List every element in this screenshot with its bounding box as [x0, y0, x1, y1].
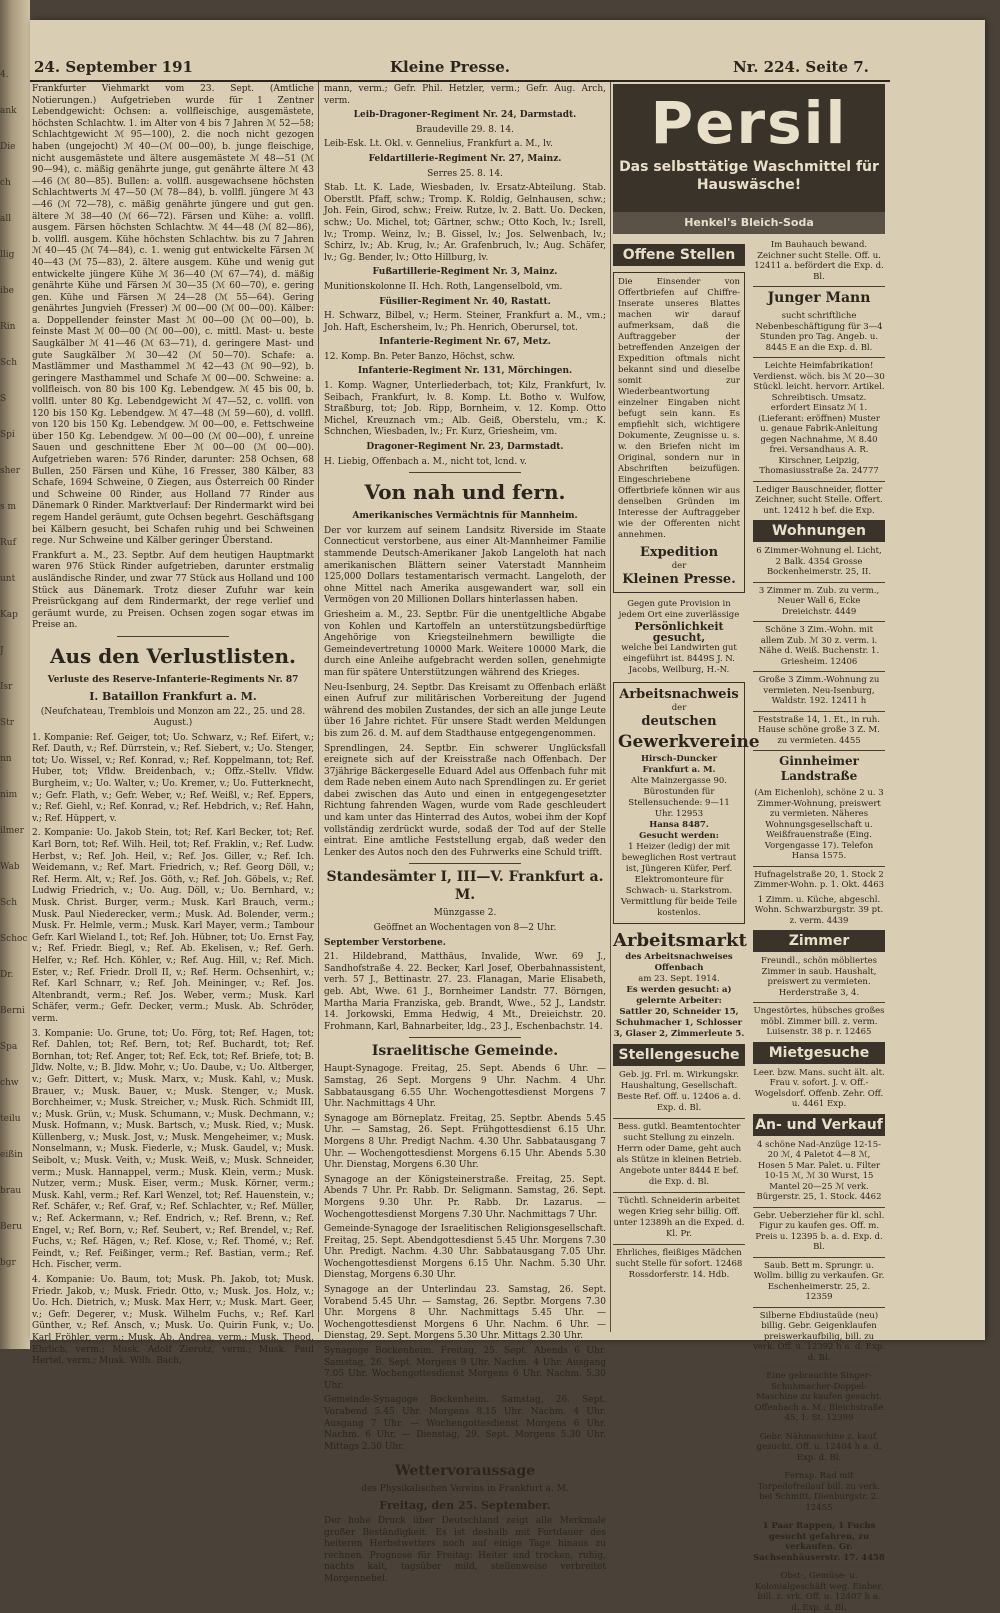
community-heading: Israelitische Gemeinde.: [371, 1043, 559, 1060]
classified-entry: 3 Zimmer m. Zub. zu verm., Neuer Wall 6, Ecke Dreieichstr. 4449: [758, 585, 880, 617]
synagogue-times: Gemeinde-Synagoge der Israelitischen Religionsgesellschaft. Freitag, 25. Sept. Abendgottesdienst 5.45 Uhr. Morgens 7.30 Uhr. Predigt. Nachm. 4.30 Uhr. Sabbatausgang 7.05 Uhr. Wochengottesdienst Morgens 6.15 Uhr. Nachm. 5.30 Uhr. Dienstag, Morgens 6.30 Uhr.: [324, 1224, 606, 1281]
spine-text-line: teilu: [0, 1114, 21, 1124]
classified-entry: Bess. gutkl. Beamtentochter sucht Stellung zu einzeln. Herrn oder Dame, geht auch als Stütze in kleinen Betrieb. Angebote unter 8444 E bef. die Exp. d. Bl.: [616, 1122, 742, 1187]
spine-text-line: Rin: [0, 322, 16, 332]
article-neu-isenburg: Neu-Isenburg, 24. Septbr. Das Kreisamt zu Offenbach erläßt einen Aufruf zur militärischen Vorbereitung der Jugend während des mobilen Zustandes, der sich an alle junge Leute über 16 Jahre richtet. Für unsere Stadt werden Meldungen bis zum 26. d. M. auf dem Stadthause entgegengenommen.: [324, 682, 606, 739]
weather-date: Freitag, den 25. September.: [379, 1498, 551, 1512]
classified-entry: Fernsp. Rad mit Torpedofreilauf bill. zu verk. bei Schmitt, Dienburgstr. 2. 12455: [757, 1471, 881, 1513]
expedition-notice: [613, 272, 745, 593]
spine-text-line: Schoc: [0, 934, 28, 944]
separator: [753, 1002, 885, 1003]
company-3-list: 3. Kompanie: Uo. Grune, tot; Uo. Förg, tot; Ref. Hagen, tot; Ref. Dahlen, tot; Ref. Bern, tot; Ref. Buchardt, tot; Ref. Bornhan, tot; Ref. Anger, tot; Ref. Eck, tot; Ref. Briefe, tot; B. Jldw. Nolte, v.; B. Jldw. Mohr, v.; Uo. Daube, v.; Uo. Altberger, v.; Gefr. Dittert, v.; Musk. Marx, v.; Musk. Kahl, v.; Musk. Brauer, v.; Musk. Bauer, v.; Musk. Stenger, v.; Musk. Borchheimer, v.; Musk. Streicher, v.; Musk. Rich. Schmidt III, v.; Musk. Grün, v.; Musk. Schumann, v.; Musk. Dechmann, v.; Musk. Hofmann, v.; Musk. Bartsch, v.; Musk. Ried, v.; Musk. Küllenberg, v.; Musk. Jost, v.; Musk. Mengeheimer, v.; Musk. Nonselmann, v.; Musk. Fiederle, v.; Musk. Gaudel, v.; Musk. Seibolt, v.; Musk. Veith, v.; Musk. Weiß, v.; Musk. Schneider, verm.; Musk. Hannappel, verm.; Musk. Klein, verm.; Musk. Nutzer, verm.; Musk. Eiser, verm.; Musk. Körner, verm.; Musk. Kahl, verm.; Ref. Karl Wenzel, tot; Ref. Hauenstein, v.; Ref. Schäfer, v.; Ref. Graf, v.; Ref. Schlachter, v.; Ref. Müller, v.; Ref. Ackermann, v.; Ref. Endrich, v.; Ref. Brenn, v.; Ref. Engel, v.; Ref. Born, v.; Ref. Seubert, v.; Ref. Brendel, v.; Ref. Fuchs, v.; Ref. Hägen, v.; Ref. Klose, v.; Ref. Thomé, v.; Ref. Feindt, v.; Ref. Feißinger, verm.; Ref. Bastian, verm.; Ref. Hch. Fischer, verm.: [32, 1028, 314, 1271]
local-news-heading: Von nah und fern.: [364, 480, 566, 505]
spine-text-line: S: [0, 394, 7, 404]
separator: [753, 1567, 885, 1568]
classified-entry: Leer. bzw. Mans. sucht ält. alt. Frau v. sofort. J. v. Off.-Wogelsdorf. Offenb. Zehr. Off. u. 4461 Exp.: [753, 1067, 885, 1109]
synagogue-times: Synagoge an der Unterlindau 23. Samstag, 26. Sept. Vorabend 5.45 Uhr. — Samstag, 26. Septbr. Morgens 7.30 Uhr. Morgens 8 Uhr. Nachmittags 5.45 Uhr. — Wochengottesdienst Morgens 6 Uhr. Nachm. 6 Uhr. — Dienstag, 29. Sept. Morgens 5.30 Uhr. Mittags 2.30 Uhr.: [324, 1285, 606, 1342]
labor-exchange-wanted: Gesucht werden:: [639, 831, 719, 841]
separator: [753, 866, 885, 867]
job-ad-intro: Gegen gute Provision in jedem Ort eine zuverlässige: [618, 599, 740, 620]
article-sprendlingen: Sprendlingen, 24. Septbr. Ein schwerer Unglücksfall ereignete sich auf der Kreisstraße nach Offenbach. Der 37jährige Bäckergeselle Eduard Adel aus Offenbach fuhr mit dem Rade neben einem Auto nach Sprendlingen zu. Er geriet dabei zwischen das Auto und einen in entgegengesetzter Richtung fahrenden Wagen, wurde vom Rade geschleudert und kam unter das Hinterrad des Autos, wobei ihm der Kopf vollständig zerdrückt wurde, sodaß der Tod auf der Stelle eintrat. Eine amtliche Feststellung ergab, daß weder den Lenker des Autos noch den des Fuhrwerks eine Schuld trifft.: [324, 743, 606, 858]
regiment-heading: Leib-Dragoner-Regiment Nr. 24, Darmstadt.: [353, 110, 577, 121]
spine-text-line: Kap: [0, 610, 18, 620]
labor-exchange-city: Frankfurt a. M.: [642, 765, 716, 775]
separator: [753, 357, 885, 358]
expedition-der: der: [671, 561, 687, 571]
newspaper-page: [30, 20, 985, 1613]
classified-entry: (Am Eichenloh), schöne 2 u. 3 Zimmer-Wohnung, preiswert zu vermieten. Näheres Wohnungsgesellschaft u. Weißfrauenstraße (Eing. Vorgengasse 17). Telefon Hansa 1575.: [754, 788, 884, 861]
persil-advertisement: [613, 84, 885, 234]
labor-market-date: am 23. Sept. 1914.: [638, 974, 720, 984]
spine-text-line: chw: [0, 1078, 19, 1088]
classified-entry: Gebr. Nähmaschine z. kauf. gesucht. Off. u. 12404 h a. d. Exp. d. Bl.: [756, 1431, 882, 1463]
synagogue-times: Synagoge an der Königsteinerstraße. Freitag, 25. Sept. Abends 7 Uhr. Pr. Rabb. Dr. Seligmann. Samstag, 26. Sept. Morgens 9.30 Uhr. Pr. Rabb. Dr. Lazarus. — Wochengottesdienst Morgens 7.30 Uhr. Nachmittags 7 Uhr.: [324, 1174, 606, 1220]
regiment-heading: Feldartillerie-Regiment Nr. 27, Mainz.: [368, 153, 562, 164]
section-heading-job-seekers: Stellengesuche: [613, 1044, 745, 1066]
labor-market-title: Arbeitsmarkt: [613, 930, 747, 951]
labor-exchange-sub: Hirsch-Duncker: [640, 754, 718, 764]
advertisement-area: [613, 84, 885, 1613]
synagogue-times: Gemeinde-Synagoge Bockenheim. Samstag, 26. Sept. Vorabend 5.45 Uhr. Morgens 8.15 Uhr. Nachm. 4 Uhr. Ausgang 7 Uhr. — Wochengottesdienst Morgens 6 Uhr. Nachm. 6 Uhr. — Dienstag, 29. Sept. Morgens 5.30 Uhr. Mittags 2.30 Uhr.: [324, 1395, 606, 1452]
separator: [753, 582, 885, 583]
classified-entry: sucht schriftliche Nebenbeschäftigung für 3—4 Stunden pro Tag. Angeb. u. 8445 E an die Exp. d. Bl.: [755, 311, 883, 353]
masthead: [30, 58, 890, 80]
classified-entry: Tüchtl. Schneiderin arbeitet wegen Krieg sehr billig. Off. unter 12389h an die Exped. d. Kl. Pr.: [613, 1196, 745, 1239]
cattle-market-report: Frankfurter Viehmarkt vom 23. Sept. (Amtliche Notierungen.) Aufgetrieben wurde für 1 Zentner Lebendgewicht: Ochsen: a. vollfleischige, ausgemästete, höchsten Schlachtw. 1. im Alter von 4 bis 7 Jahren ℳ 52—58; Schlachtgewicht ℳ 95—100), 2. die noch nicht gezogen haben (ungejocht) ℳ 40—(ℳ 00—00), b. junge fleischige, nicht ausgemästete und ältere ausgemästete ℳ 48—51 (ℳ 90—94), c. mäßig genährte junge, gut genährte ältere ℳ 43—46 (ℳ 80—85). Bullen: a. vollfl. ausgewachsene höchsten Schlachtwerts ℳ 47—50 (ℳ 78—84), b. vollfl. jüngere ℳ 43—46 (ℳ 72—78), c. mäßig genährte jüngere und gut gen. ältere ℳ 38—40 (ℳ 66—72). Färsen und Kühe: a. vollfl. ausgem. Färsen höchsten Schlachtw. ℳ 44—48 (ℳ 82—86), b. vollfl. ausgem. Kühe höchsten Schlachtw. bis zu 7 Jahren ℳ 40—45 (ℳ 74—84), c. 1. wenig gut entwickelte Färsen ℳ 40—43 (ℳ 75—83), 2. ältere ausgem. Kühe und wenig gut entwickelte jüngere Kühe ℳ 36—40 (ℳ 67—74), d. mäßig genährte Kühe und Färsen ℳ 30—35 (ℳ 60—70), e. gering gen. Kühe und Färsen ℳ 24—28 (ℳ 55—64). Gering genährtes Jungvieh (Fresser) ℳ 00—00 (ℳ 00—00). Kälber: a. Doppellender feinster Mast ℳ 00—00 (ℳ 00—00), b. feinste Mast ℳ 00—00 (ℳ 00—00), c. mittl. Mast- u. beste Saugkälber ℳ 41—46 (ℳ 63—71), d. geringere Mast- und gute Saugkälber ℳ 30—42 (ℳ 50—70). Schafe: a. Mastlämmer und Masthammel ℳ 42—43 (ℳ 90—92), b. geringere Masthammel und Schafe ℳ 00—00. Schweine: a. vollfleisch. von 80 bis 100 Kg. Lebendgew. ℳ 45 bis 00, b. vollfl. unter 80 Kg. Lebendgewicht ℳ 47—52, c. vollfl. von 120 bis 150 Kg. Lebendgew. ℳ 47—48 (ℳ 59—60), d. vollfl. von 120 bis 150 Kg. Lebendgew. ℳ 00—00, e. Fettschweine über 150 Kg. Lebendgew. ℳ 00—00 (ℳ 00—00), f. unreine Sauen und geschnittene Eber ℳ 00—00 (ℳ 00—00). Aufgetrieben waren: 576 Rinder, darunter: 258 Ochsen, 68 Bullen, 250 Färsen und Kühe, 16 Fresser, 380 Kälber, 83 Schafe, 1694 Schweine, 0 Ziegen, aus Österreich 00 Rinder und Schweine 00 Rinder, aus Holland 77 Rinder aus Dänemark 0 Rinder. Marktverlauf: Der Rindermarkt wird bei regem Handel geräumt, gute Ochsen begehrt. Geschäftsgang bei Kälbern gesucht, bei Schafen ruhig und bei Schweinen rege. Nur Schweine und Kälber geringer Überstand.: [32, 84, 314, 547]
spine-text-line: Sch: [0, 358, 18, 368]
classified-entry: Lediger Bauschneider, flotter Zeichner, sucht Stelle. Offert. unt. 12412 h bef. die Exp.: [755, 484, 883, 516]
regiment-heading: Verluste des Reserve-Infanterie-Regiments Nr. 87: [47, 674, 299, 685]
masthead-rule: [30, 80, 890, 82]
spine-text-line: ilmer: [0, 826, 24, 836]
separator: [753, 750, 885, 751]
separator: [613, 1244, 745, 1245]
separator: [753, 481, 885, 482]
spine-text-line: nim: [0, 790, 18, 800]
spine-text-line: bgr: [0, 1258, 16, 1268]
newspaper-title: Kleine Presse.: [390, 58, 511, 76]
classified-title: Ginnheimer Landstraße: [779, 754, 859, 783]
synagogue-times: Synagoge am Börneplatz. Freitag, 25. Septbr. Abends 5.45 Uhr. — Samstag, 26. Sept. Frühgottesdienst 6.15 Uhr. Morgens 8 Uhr. Predigt Nachm. 4.30 Uhr. Sabbatausgang 7 Uhr. — Wochengottesdienst Morgens 6.15 Uhr. Abends 5.30 Uhr. Dienstag, Morgens 6.30 Uhr.: [324, 1113, 606, 1171]
casualty-entry: Munitionskolonne II. Hch. Roth, Langenselbold, vm.: [324, 281, 563, 292]
weather-source: des Physikalischen Vereins in Frankfurt a. M.: [361, 1484, 569, 1495]
classified-entry: Feststraße 14, 1. Et., in ruh. Hause schöne große 3 Z. M. zu vermieten. 4455: [758, 714, 880, 746]
spine-text-line: all: [0, 214, 12, 224]
classified-entry: Obst-, Gemüse- u. Kolonialgeschäft weg. Einber. bill. z. vrk. Off. u. 12407 h a. d. Exp. d. Bl.: [754, 1571, 884, 1613]
separator: [753, 671, 885, 672]
casualty-continuation: mann, verm.; Gefr. Phil. Hetzler, verm.; Gefr. Aug. Arch, verm.: [324, 84, 606, 106]
registry-subhead: September Verstorbene.: [324, 937, 446, 948]
synagogue-times: Haupt-Synagoge. Freitag, 25. Sept. Abends 6 Uhr. — Samstag, 26 Sept. Morgens 9 Uhr. Nachm. 4 Uhr. Sabbatausgang 6.55 Uhr. Wochengottesdienst Morgens 7 Uhr. Nachmittags 4 Uhr.: [324, 1064, 606, 1110]
labor-market-list: Sattler 20, Schneider 15, Schuhmacher 1, Schlosser 3, Glaser 2, Zimmerleute 5.: [613, 1007, 745, 1039]
spine-text-line: Str: [0, 718, 15, 728]
separator: [409, 863, 522, 864]
battle-places: (Neufchateau, Tremblois und Monzon am 22., 25. und 28. August.): [40, 706, 306, 729]
expedition-paper: Kleinen Presse.: [622, 572, 736, 587]
classified-entry: 6 Zimmer-Wohnung el. Licht, 2 Balk. 4354 Grosse Bockenheimerstr. 25, II.: [756, 546, 882, 577]
classified-title: Junger Mann: [767, 290, 871, 306]
casualty-entry: Leib-Esk. Lt. Okl. v. Gennelius, Frankfurt a. M., lv.: [324, 139, 553, 150]
spine-text-line: sher: [0, 466, 21, 476]
labor-exchange-title: Arbeitsnachweis: [619, 687, 739, 702]
separator: [409, 1037, 522, 1038]
company-4-list: 4. Kompanie: Uo. Baum, tot; Musk. Ph. Jakob, tot; Musk. Friedr. Jakob, v.; Musk. Friedr. Otto, v.; Musk. Jos. Holz, v.; Uo. Hch. Dietrich, v.; Musk. Max Herr, v.; Musk. Mart. Geer, v.; Gefr. Degerer, v.; Musk. Wilhelm Fuchs, v.; Ref. Karl Günther, v.; Ref. Ansch, v.; Musk. Uo. Quirin Funk, v.; Uo. Karl Fröhler, verm.; Musk. Ab. Andrea, verm.; Musk. Theod. Ehrlich, verm.; Musk. Adolf Zierotz, verm.; Musk. Paul Hertel, verm.; Musk. Wilh. Bach,: [32, 1275, 314, 1367]
classified-entry: Saub. Bett m. Sprungr. u. Wollm. billig zu verkaufen. Gr. Eschenheimerstr. 25, 2. 12359: [753, 1260, 885, 1302]
column-2: [324, 84, 606, 1584]
adjacent-page-column: [0, 70, 30, 1320]
job-ad-text: welche bei Landwirten gut eingeführt ist. 8449S J. N. Jacobs, Weilburg, H.-N.: [621, 643, 737, 675]
column-divider: [610, 82, 611, 1332]
weather-heading: Wettervoraussage: [394, 1463, 536, 1480]
persil-logo: Persil: [650, 89, 848, 157]
casualty-entry: Stab. Lt. K. Lade, Wiesbaden, lv. Ersatz-Abteilung. Stab. Oberstlt. Pfaff, schw.; Tromp. K. Roldig, Gelnhausen, schw.; Joh. Fein, Girod, schw.; Freiw. Rutze, lv. 2. Batt. Uo. Decken, schw.; Uo. Michel, tot; Gärtner, schw.; Otto Koch, lv.; Isrell, lv.; Tromp. Weinz, lv.; B. Gissel, lv.; Jos. Selwenbach, lv.; Schirz, lv.; Ab. Krug, lv.; Ar. Grafenbruch, lv.; Aug. Schäfer, lv.; Gg. Bender, lv.; Otto Hillburg, lv.: [324, 183, 606, 263]
labor-exchange-list: 1 Heizer (ledig) der mit beweglichen Rost vertraut ist, Jüngeren Küfer, Perf. Elektromonteure für Schwach- u. Starkstrom. Vermittlung für beide Teile kostenlos.: [620, 842, 738, 918]
spine-text-line: s m: [0, 502, 17, 512]
job-ad-title: Persönlichkeit gesucht,: [634, 620, 724, 644]
spine-text-line: Ruf: [0, 538, 16, 548]
classified-entry: 1 Zimm. u. Küche, abgeschl. Wohn. Schwarzburgstr. 39 pt. z. verm. 4439: [754, 894, 884, 926]
separator: [753, 1307, 885, 1308]
classified-entry: Hufnagelstraße 20, 1. Stock 2 Zimmer-Wohn. p. 1. Okt. 4463: [753, 869, 885, 890]
spine-text-line: J: [0, 646, 4, 656]
section-heading-jobs: Offene Stellen: [613, 244, 745, 266]
section-heading-buy-sell: An- und Verkauf: [753, 1114, 885, 1136]
labor-exchange-address: Alte Mainzergasse 90.: [630, 776, 728, 786]
classified-entry: Im Bauhauch bewand. Zeichner sucht Stelle. Off. u. 12411 a. befördert die Exp. d. Bl.: [754, 240, 884, 282]
labor-market-wanted: Es werden gesucht: a) gelernte Arbeiter:: [626, 985, 732, 1006]
labor-exchange-phone: Hansa 8487.: [649, 820, 709, 830]
spine-text-line: Isr: [0, 682, 13, 692]
spine-text-line: Spi: [0, 430, 15, 440]
company-1-list: 1. Kompanie: Ref. Geiger, tot; Uo. Schwarz, v.; Ref. Eifert, v.; Ref. Dauth, v.; Ref. Dürrstein, v.; Ref. Siebert, v.; Uo. Stenger, tot; Uo. Wissel, v.; Ref. Konrad, v.; Ref. Koppelmann, tot; Ref. Huber, tot; Vfldw. Breidenbach, v.; Offz.-Stellv. Vfldw. Burgheim, v.; Uo. Walter, v.; Uo. Kremer, v.; Uo. Futterknecht, v.; Gefr. Flath, v.; Gefr. Weber, v.; Ref. Weißl, v.; Ref. Eppers, v.; Ref. Giehl, v.; Ref. Konrad, v.; Ref. Hebdrich, v.; Ref. Hahn, v.; Ref. Hüppert, v.: [32, 732, 314, 824]
synagogue-times: Synagoge Bockenheim. Freitag, 25. Sept. Abends 6 Uhr. Samstag, 26. Sept. Morgens 9 Uhr. Nachm. 4 Uhr. Ausgang 7.05 Uhr. Wochengottesdienst Morgens 6 Uhr. Nachm. 5.30 Uhr.: [324, 1346, 606, 1391]
section-heading-rooms: Zimmer: [753, 930, 885, 952]
spine-text-line: Dr.: [0, 970, 14, 980]
issue-date: 24. September 191: [34, 58, 193, 76]
spine-text-line: llig: [0, 250, 15, 260]
classified-entry: Schöne 3 Zim.-Wohn. mit allem Zub. ℳ 30 z. verm. i. Nähe d. Weiß. Buchenstr. 1. Griesheim. 12406: [758, 625, 880, 667]
spine-text-line: eißin: [0, 1150, 23, 1160]
section-heading-rental-requests: Mietgesuche: [753, 1042, 885, 1064]
regiment-heading: Infanterie-Regiment Nr. 131, Mörchingen.: [357, 366, 573, 377]
main-market-report: Frankfurt a. M., 23. Septbr. Auf dem heutigen Hauptmarkt waren 976 Stück Rinder aufgetrieben, darunter erstmalig ausländische Rinder, und zwar 77 Stück aus Holland und 100 Stück aus Dänemark. Trotz dieser Zufuhr war kein Preisrückgang auf dem Rindermarkt, der rege verlief und geräumt wurde, zu Preisen. Ochsen zogen sogar etwas im Preise an.: [32, 550, 314, 631]
casualty-entry: 1. Komp. Wagner, Unterliederbach, tot; Kilz, Frankfurt, lv. Seibach, Frankfurt, lv. 8. Komp. Lt. Botho v. Wulfow, Straßburg, tot; Job. Ripp, Bornheim, v. 12. Komp. Otto Michel, Kreuznach vm.; Alb. Geiß, Oberstelu, vm.; K. Schnchen, Wiesbaden, lv.; Fr. Kurz, Griesheim, vm.: [324, 381, 606, 438]
registry-address: Münzgasse 2.: [433, 908, 497, 919]
column-divider: [318, 82, 319, 1332]
separator: [409, 472, 522, 473]
separator: [753, 1428, 885, 1429]
spine-text-line: Wab: [0, 862, 20, 872]
separator: [753, 621, 885, 622]
date-place: Braudeville 29. 8. 14.: [415, 124, 514, 135]
classified-entry: Freundl., schön möbliertes Zimmer in saub. Haushalt, preiswert zu vermieten. Herderstraße 3, 4.: [760, 956, 878, 998]
article-bequest: Der vor kurzem auf seinem Landsitz Riverside im Staate Connecticut verstorbene, aus einer Alt-Mannheimer Familie stammende Deutsch-Amerikaner Jakob Langeloth hat nach amerikanischen Blättern seiner Vaterstadt Mannheim 125,000 Dollars testamentarisch vermacht. Langeloth, der ohne Mittel nach Amerika ausgewandert war, soll ein Vermögen von 20 Millionen Dollars hinterlassen haben.: [324, 525, 606, 606]
spine-text-line: ank: [0, 106, 17, 116]
regiment-heading: Fußartillerie-Regiment Nr. 3, Mainz.: [372, 267, 558, 278]
separator: [753, 1467, 885, 1468]
job-ad: [613, 599, 745, 676]
labor-exchange-union: Gewerkvereine: [618, 732, 760, 752]
separator: [409, 1457, 522, 1458]
casualty-entry: H. Liebig, Offenbach a. M., nicht tot, lcnd. v.: [324, 456, 527, 467]
spine-text-line: Spa: [0, 1042, 18, 1052]
article-heading: Amerikanisches Vermächtnis für Mannheim.: [352, 511, 578, 522]
date-place: Serres 25. 8. 14.: [427, 168, 503, 179]
weather-forecast: Der hohe Druck über Deutschland zeigt alle Merkmale großer Beständigkeit. Es ist deshalb mit Fortdauer des heiteren Herbstwetters noch auf einige Tage hinaus zu rechnen. Prognose für Freitag: Heiter und trocken, ruhig, nachts kalt, tagsüber mild, stellenweise verbreitet Morgennebel.: [324, 1515, 606, 1584]
issue-number: Nr. 224. Seite 7.: [733, 58, 869, 76]
classified-entry: Geb. jg. Frl. m. Wirkungskr. Haushaltung, Gesellschaft. Beste Ref. Off. u. 12406 a. d. Exp. d. Bl.: [617, 1070, 741, 1113]
persil-maker: Henkel's Bleich-Soda: [613, 212, 885, 234]
classified-left: [613, 240, 760, 1334]
regiment-heading: Infanterie-Regiment Nr. 67, Metz.: [379, 337, 551, 348]
spine-text-line: brau: [0, 1186, 22, 1196]
classified-entry: Leichte Heimfabrikation! Verdienst. wöch. bis ℳ 20—30 Stückl. leicht. hervorr. Artikel. Schreibtisch. Umsatz. erfordert Einsatz ℳ 1. (Lieferant: eröffnen) Muster u. genaue Fabrik-Anleitung gegen Nachnahme, ℳ 8.40 frei. Versandhaus A. R. Kirschner, Leipzig, Thomasiusstraße 2a. 24777: [753, 361, 885, 476]
labor-market-ad: [613, 930, 745, 1040]
classified-entry: 4 schöne Nad-Anzüge 12-15-20 ℳ, 4 Paletot 4—8 ℳ, Hosen 5 Mar. Palet. u. Filter 10-15 ℳ, ℳ 30 Wurst, 15 Mantel 20—25 ℳ verk. Bürgerstr. 25, 1. Stock. 4462: [756, 1139, 882, 1202]
classified-entry: Ungestörtes, hübsches großes möbl. Zimmer bill. z. verm. Luisenstr. 38 p. r. 12465: [753, 1006, 885, 1037]
spine-text-line: 4.: [0, 70, 9, 80]
registry-heading: Standesämter I, III—V. Frankfurt a. M.: [326, 869, 604, 904]
regiment-heading: Dragoner-Regiment Nr. 23, Darmstadt.: [366, 442, 564, 453]
separator: [753, 1257, 885, 1258]
battalion-heading: I. Bataillon Frankfurt a. M.: [89, 689, 257, 703]
separator: [753, 1207, 885, 1208]
casualty-entry: 12. Komp. Bn. Peter Banzo, Höchst, schw.: [324, 351, 515, 362]
persil-tagline: Das selbsttätige Waschmittel für Hauswäsche!: [619, 159, 879, 193]
spine-text-line: Beru: [0, 1222, 23, 1232]
expedition-label: Expedition: [639, 545, 719, 560]
registry-hours: Geöffnet an Wochentagen von 8—2 Uhr.: [373, 923, 557, 934]
classified-entry: 1 Paar Rappen, 1 Fuchs gesucht gefahren, zu verkaufen. Gr. Sachsenhäuserstr. 17. 4458: [753, 1521, 885, 1563]
spine-text-line: Die: [0, 142, 16, 152]
labor-exchange-ad: [613, 682, 760, 924]
classified-entry: Große 3 Zimm.-Wohnung zu vermieten. Neu-Isenburg, Waldstr. 192. 12411 h: [758, 675, 880, 706]
separator: [753, 286, 885, 287]
labor-exchange-deutschen: deutschen: [641, 714, 717, 729]
section-heading-apartments: Wohnungen: [753, 520, 885, 542]
labor-exchange-hours: Bürostunden für Stellensuchende: 9—11 Uhr. 12953: [628, 787, 730, 819]
separator: [753, 1517, 885, 1518]
classified-right: [753, 240, 885, 1613]
spine-text-line: Sch: [0, 898, 18, 908]
classified-entry: Ehrliches, fleißiges Mädchen sucht Stelle für sofort. 12468 Rossdorferstr. 14. Hdb.: [615, 1248, 743, 1280]
classified-entry: Gebr. Ueberzieher für kl. schl. Figur zu kaufen ges. Off. m. Preis u. 12395 b. a. d. Exp. d. Bl.: [753, 1210, 885, 1252]
separator: [753, 711, 885, 712]
regiment-heading: Füsilier-Regiment Nr. 40, Rastatt.: [379, 296, 551, 307]
spine-text-line: unt: [0, 574, 16, 584]
separator: [753, 1367, 885, 1368]
separator: [117, 636, 230, 637]
labor-market-sub: des Arbeitsnachweises Offenbach: [625, 952, 733, 973]
article-griesheim: Griesheim a. M., 23. Septbr. Für die unentgeltliche Abgabe von Kohlen und Kartoffeln an unterstützungsbedürftige Angehörige von Kriegsteilnehmern bewilligte die Gemeindevertretung 10000 Mark. Weitere 10000 Mark, die durch eine Anleihe aufgebracht werden sollen, genehmigte man für spätere Unterstützungen während des Krieges.: [324, 609, 606, 678]
death-notices: 21. Hildebrand, Matthäus, Invalide, Wwr. 69 J., Sandhofstraße 4. 22. Becker, Karl Josef, Oberbahnassistent, verh. 57 J., Bettinastr. 27. 23. Flanagan, Marie Elisabeth, geb. Abt, Wwe. 61 J., Bornheimer Landstr. 77. Börngen, Martha Maria Franziska, geb. Brandt, Wwe., 52 J., Landstr. 14. Jorkowski, Emma Hedwig, 4 Mt., Dreieichstr. 20. Frohmann, Karl, Bahnarbeiter, ldg., 23 J., Eschenbachstr. 14.: [324, 952, 606, 1032]
spine-text-line: Berni: [0, 1006, 25, 1016]
classified-entry: Eine gebrauchte Singer-Schuhmacher-Doppel-Maschine zu kaufen gesucht. Offenbach a. M., Bleichstraße 45, 1. St. 12399: [754, 1371, 884, 1423]
notice-text: Die Einsender von Offertbriefen auf Chiffre-Inserate unseres Blattes machen wir darauf aufmerksam, daß die Auftraggeber der betreffenden Anzeigen der Expedition oftmals nicht bekannt sind und dieselbe somit zur Wiederbeantwortung einzelner Eingaben nicht befugt sein kann. Es empfiehlt sich, wichtigere Dokumente, Zeugnisse u. s. w. den Briefen nicht im Original, sondern nur in Abschriften beizufügen. Eingeschriebene Offertbriefe können wir aus denselben Gründen im Interesse der Auftraggeber wie der Offerenten nicht annehmen.: [618, 277, 740, 540]
separator: [613, 1192, 745, 1193]
casualty-list-heading: Aus den Verlustlisten.: [50, 643, 296, 668]
labor-exchange-der: der: [671, 703, 687, 713]
separator: [613, 1118, 745, 1119]
casualty-entry: H. Schwarz, Bilbel, v.; Herm. Steiner, Frankfurt a. M., vm.; Joh. Haft, Eschersheim, lv.; Ph. Henrich, Oberursel, tot.: [324, 311, 606, 333]
spine-text-line: nn: [0, 754, 12, 764]
classified-entry: Silberne Ebdiustaüde (neu) billig. Gebr. Geigenklaufen preiswerkaufbilig, bill. zu verk. Off. u. 12392 h a. d. Exp. d. Bl.: [753, 1310, 885, 1363]
company-2-list: 2. Kompanie: Uo. Jakob Stein, tot; Ref. Karl Becker, tot; Ref. Karl Born, tot; Ref. Wilh. Heil, tot; Ref. Fraklin, v.; Ref. Ludw. Herbst, v.; Ref. Joh. Heil, v.; Ref. Jos. Giller, v.; Ref. Ich. Weidemann, v.; Ref. Mart. Friedrich, v.; Ref. Georg Döll, v.; Ref. Herm. Alt, v.; Ref. Jos. Göth, v.; Ref. Joh. Göbels, v.; Ref. Ludwig Friedrich, v.; Uo. Aug. Döll, v.; Uo. Bernhard, v.; Musk. Christ. Burger, verm.; Musk. Karl Brauch, verm.; Musk. Paul Niederecker, verm.; Musk. Ad. Bolender, verm.; Musk. Fr. Helmle, verm.; Musk. Karl Mayer, verm.; Tambour Gefr. Karl Wieland I., tot; Ref. Joh. Hübner, tot; Uo. Ernst Fay, v.; Ref. Friedr. Biegl, v.; Ref. Ab. Ekelisen, v.; Ref. Gerh. Helfer, v.; Ref. Hch. Köhler, v.; Ref. Aug. Hill, v.; Ref. Mich. Ester, v.; Ref. Friedr. Droll II, v.; Ref. Herm. Ochsenhirt, v.; Ref. Karl Schnarr, v.; Ref. Joh. Meininger, v.; Ref. Jos. Altenbrandt, verm.; Ref. Jos. Weber, verm.; Musk. Karl Schäfer, verm.; Gefr. Decker, verm.; Musk. Ab. Schröder, verm.: [32, 828, 314, 1024]
column-1: [32, 84, 314, 1367]
spine-text-line: ch: [0, 178, 11, 188]
spine-text-line: ibe: [0, 286, 14, 296]
